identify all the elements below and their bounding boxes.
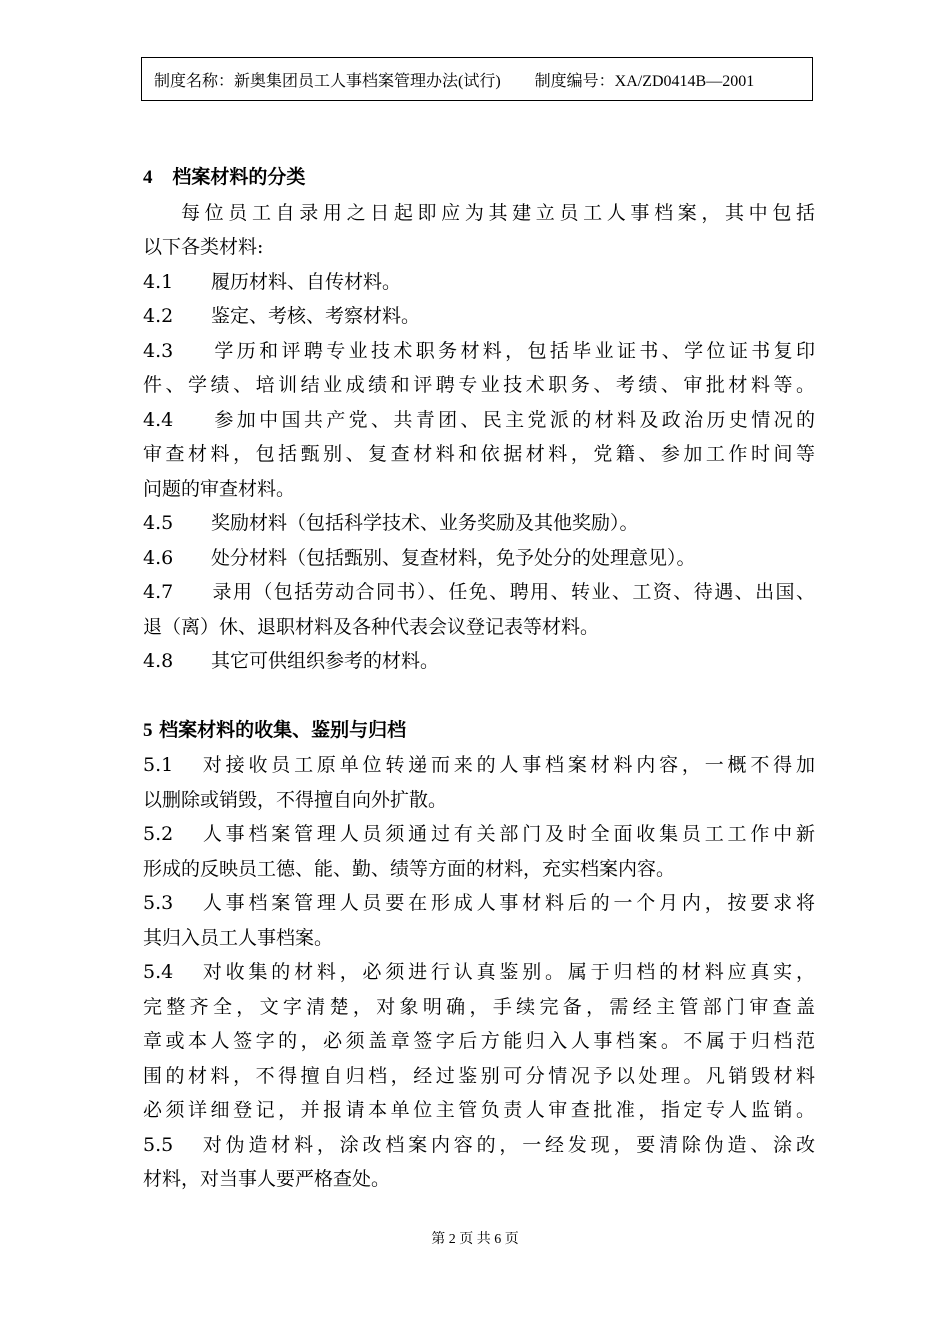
regulation-code: 制度编号：XA/ZD0414B—2001 bbox=[534, 72, 755, 90]
item-4-1: 4.1 履历材料、自传材料。 bbox=[143, 270, 402, 293]
item-4-4-cont2: 问题的审查材料。 bbox=[143, 477, 296, 500]
item-5-5: 5.5 对伪造材料，涂改档案内容的，一经发现，要清除伪造、涂改 bbox=[143, 1133, 815, 1156]
item-5-4-cont4: 必须详细登记，并报请本单位主管负责人审查批准，指定专人监销。 bbox=[143, 1099, 815, 1121]
item-4-5: 4.5 奖励材料（包括科学技术、业务奖励及其他奖励）。 bbox=[143, 512, 639, 534]
item-5-4-cont: 完整齐全，文字清楚，对象明确，手续完备，需经主管部门审查盖 bbox=[143, 995, 815, 1018]
regulation-name: 制度名称：新奥集团员工人事档案管理办法(试行) bbox=[154, 72, 501, 90]
item-4-3: 4.3 学历和评聘专业技术职务材料，包括毕业证书、学位证书复印 bbox=[143, 339, 815, 362]
item-5-2: 5.2 人事档案管理人员须通过有关部门及时全面收集员工工作中新 bbox=[143, 823, 815, 845]
item-5-3-cont: 其归入员工人事档案。 bbox=[143, 926, 334, 949]
item-4-3-cont: 件、学绩、培训结业成绩和评聘专业技术职务、考绩、审批材料等。 bbox=[143, 374, 815, 396]
item-4-8: 4.8 其它可供组织参考的材料。 bbox=[143, 650, 440, 672]
item-4-7-cont: 退（离）休、退职材料及各种代表会议登记表等材料。 bbox=[143, 615, 600, 638]
item-5-4-cont3: 围的材料，不得擅自归档，经过鉴别可分情况予以处理。凡销毁材料 bbox=[143, 1064, 815, 1087]
item-5-3: 5.3 人事档案管理人员要在形成人事材料后的一个月内，按要求将 bbox=[143, 892, 815, 914]
item-5-1-cont: 以删除或销毁，不得擅自向外扩散。 bbox=[143, 788, 448, 811]
section-5-title: 5 档案材料的收集、鉴别与归档 bbox=[143, 718, 407, 741]
item-4-2: 4.2 鉴定、考核、考察材料。 bbox=[143, 305, 421, 327]
section-4-intro: 每位员工自录用之日起即应为其建立员工人事档案，其中包括 bbox=[181, 201, 815, 224]
section-4-title: 4 档案材料的分类 bbox=[143, 166, 306, 188]
item-5-1: 5.1 对接收员工原单位转递而来的人事档案材料内容，一概不得加 bbox=[143, 754, 815, 776]
item-5-5-cont: 材料，对当事人要严格查处。 bbox=[143, 1168, 391, 1190]
item-4-7: 4.7 录用（包括劳动合同书）、任免、聘用、转业、工资、待遇、出国、 bbox=[143, 581, 815, 603]
item-5-4-cont2: 章或本人签字的，必须盖章签字后方能归入人事档案。不属于归档范 bbox=[143, 1030, 815, 1052]
document-body bbox=[143, 160, 815, 1197]
item-4-4-cont: 审查材料，包括甄别、复查材料和依据材料，党籍、参加工作时间等 bbox=[143, 443, 815, 465]
item-5-4: 5.4 对收集的材料，必须进行认真鉴别。属于归档的材料应真实， bbox=[143, 961, 815, 983]
item-5-2-cont: 形成的反映员工德、能、勤、绩等方面的材料，充实档案内容。 bbox=[143, 857, 676, 880]
page-footer: 第 2 页 共 6 页 bbox=[431, 1232, 519, 1247]
document-header bbox=[141, 57, 813, 101]
item-4-6: 4.6 处分材料（包括甄别、复查材料，免予处分的处理意见）。 bbox=[143, 546, 696, 569]
item-4-4: 4.4 参加中国共产党、共青团、民主党派的材料及政治历史情况的 bbox=[143, 408, 815, 431]
section-4-intro-cont: 以下各类材料: bbox=[143, 236, 264, 258]
